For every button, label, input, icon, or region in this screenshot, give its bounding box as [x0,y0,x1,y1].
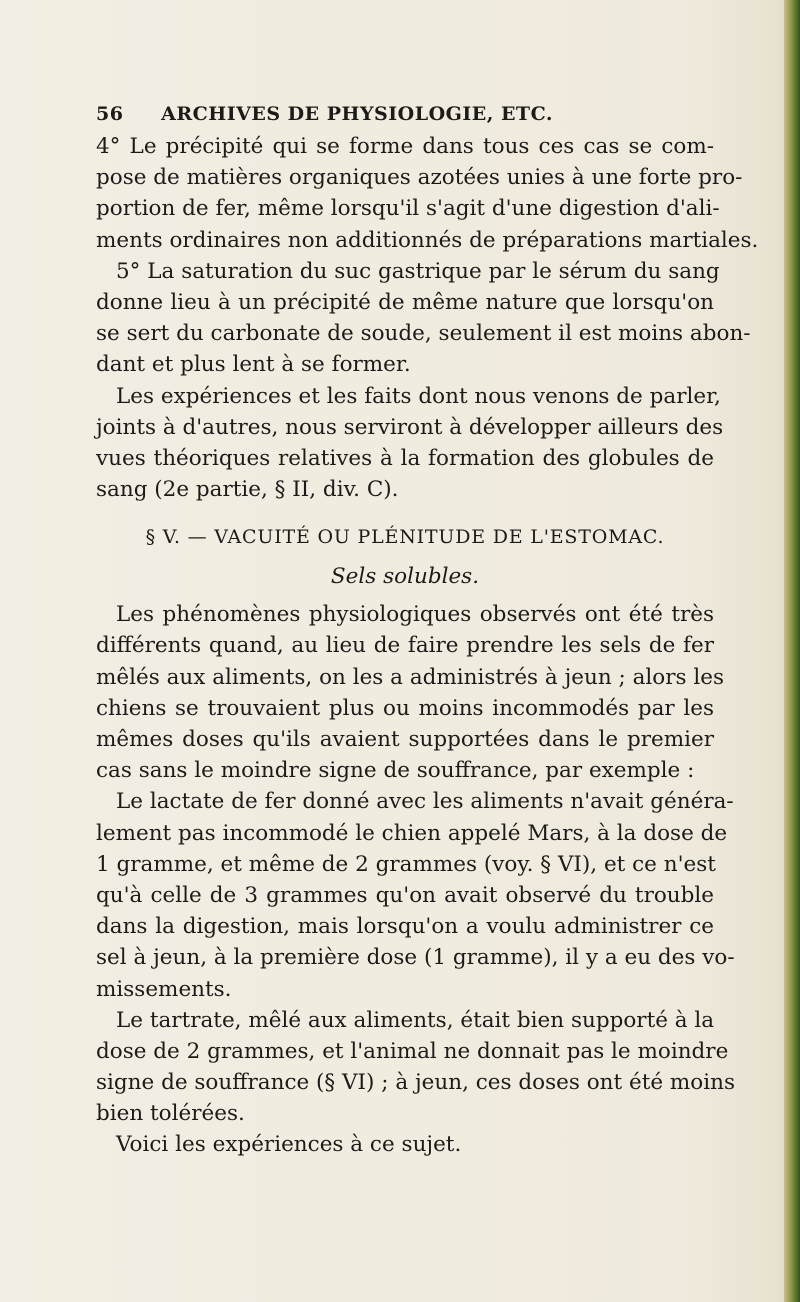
running-title: ARCHIVES DE PHYSIOLOGIE, ETC. [161,103,553,125]
paragraph-phenomenes [96,599,724,786]
text-line: dant et plus lent à se former. [96,352,411,378]
text-line: Le tartrate, mêlé aux aliments, était bien supporté à la [116,1007,715,1033]
text-line: différents quand, au lieu de faire prendre les sels de fer [96,633,714,659]
paragraph-experiences [96,381,724,506]
text-line: 1 gramme, et même de 2 grammes (voy. § VI), et ce n'est [96,851,716,877]
text-line: dans la digestion, mais lorsqu'on a voulu administrer ce [96,914,714,940]
text-line: portion de fer, même lorsqu'il s'agit d'une digestion d'ali- [96,196,720,222]
text-line: signe de souffrance (§ VI) ; à jeun, ces doses ont été moins [96,1070,735,1096]
text-line: qu'à celle de 3 grammes qu'on avait observé du trouble [96,882,714,908]
paragraph-5 [96,256,751,381]
text-line: missements. [96,976,232,1002]
closing-line: Voici les expériences à ce sujet. [116,1132,462,1158]
text-line: Le lactate de fer donné avec les aliments n'avait généra- [116,789,734,815]
text-line: vues théoriques relatives à la formation des globules de [96,445,714,471]
text-line: sel à jeun, à la première dose (1 gramme), il y a eu des vo- [96,945,735,971]
text-line: joints à d'autres, nous serviront à développer ailleurs des [96,414,724,440]
section-subtitle: Sels solubles. [330,564,480,590]
text-line: dose de 2 grammes, et l'animal ne donnait pas le moindre [96,1038,729,1064]
text-line: 4° Le précipité qui se forme dans tous ces cas se com- [96,134,714,159]
text-line: bien tolérées. [96,1101,245,1127]
running-header [96,103,566,125]
text-line: donne lieu à un précipité de même nature que lorsqu'on [96,289,714,315]
paragraph-tartrate [96,1005,735,1130]
paragraph-4 [96,131,759,256]
text-line: Les expériences et les faits dont nous venons de parler, [116,383,721,409]
paragraph-lactate [96,786,735,1004]
text-line: sang (2e partie, § II, div. C). [96,477,399,503]
text-line: ments ordinaires non additionnés de préparations martiales. [96,227,759,253]
text-line: se sert du carbonate de soude, seulement il est moins abon- [96,321,751,347]
section-heading: § V. — VACUITÉ OU PLÉNITUDE DE L'ESTOMAC. [145,526,665,549]
page-edge-binding [784,0,800,1302]
body-text [96,131,759,1161]
text-line: chiens se trouvaient plus ou moins incommodés par les [96,695,714,721]
text-line: mêmes doses qu'ils avaient supportées dans le premier [96,727,714,752]
text-line: pose de matières organiques azotées unies à une forte pro- [96,165,743,191]
page-number: 56 [96,103,124,125]
text-line: cas sans le moindre signe de souffrance, par exemple : [96,758,695,784]
text-line: lement pas incommodé le chien appelé Mars, à la dose de [96,820,728,846]
text-line: mêlés aux aliments, on les a administrés à jeun ; alors les [96,664,724,690]
text-line: 5° La saturation du suc gastrique par le sérum du sang [116,258,720,284]
text-line: Les phénomènes physiologiques observés ont été très [116,602,714,628]
